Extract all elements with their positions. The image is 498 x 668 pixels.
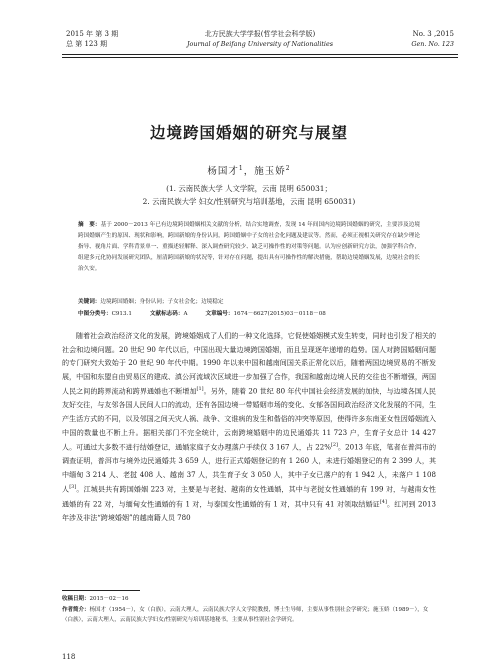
header-issue-info — [66, 30, 156, 49]
body-text-5: 。红河到 2013 年涉及非法“跨境婚姻”的越南籍人员 780 — [62, 499, 436, 523]
author-name-1: 杨国才 — [207, 166, 239, 177]
header-journal-en: Journal of Beifang University of Nationalities — [186, 39, 334, 48]
clc-value: C913.1 — [111, 311, 132, 317]
article-number-label: 文章编号： — [205, 311, 234, 317]
author-line — [0, 163, 498, 177]
header-total-issue: 总 第 123 期 — [66, 39, 108, 48]
author-bio-text: 杨国才（1954－），女（白族），云南大理人，云南民族大学人文学院教授，博士生导师，主要从事性别社会学研究；施玉娇（1989－），女（白族），云南大理人，云南民族大学妇女/性别研究与培训基地秘书，主要从事性别社会学研究。 — [62, 606, 429, 624]
citation-1: [1] — [196, 386, 204, 393]
author-sup-2: 2 — [285, 164, 291, 172]
classification-line — [78, 309, 420, 319]
footnotes — [62, 594, 436, 626]
author-separator: ， — [243, 166, 255, 177]
doc-value: A — [183, 311, 188, 317]
author-bio — [62, 605, 436, 626]
author-bio-label: 作者简介： — [62, 606, 90, 613]
doc-code — [150, 309, 188, 319]
footnote-rule — [62, 590, 140, 591]
article-number-value: 1674－6627(2015)03－0118－08 — [233, 311, 326, 317]
author-name-2: 施玉娇 — [254, 166, 286, 177]
body-paragraph — [62, 329, 436, 525]
received-value: 2015－02－16 — [89, 596, 129, 602]
header-gen-number: Gen. No. 123 — [411, 39, 454, 48]
clc-label: 中图分类号： — [78, 311, 112, 317]
header-journal-name — [160, 30, 360, 49]
body-text-4: 。江城县共有跨国婚姻 223 对，主要是与老挝、越南的女性通婚，其中与老挝女性通婚的有 199 对，与越南女性通婚的有 22 对，与缅甸女性通婚的有 1 对，与泰国女性通婚的有 1 对，其中只有 41 对领取结婚证 — [62, 484, 436, 509]
article-title: 边境跨国婚姻的研究与展望 — [149, 124, 348, 142]
header-number-info — [374, 30, 454, 49]
received-label: 收稿日期： — [62, 596, 90, 602]
citation-4: [4] — [379, 499, 387, 506]
clc-code — [78, 309, 132, 319]
header-rule — [62, 54, 458, 55]
header-number: No. 3 ,2015 — [412, 30, 454, 38]
body-text-1: 随着社会政治经济文化的发展，跨境婚姻成了人们的一种文化选择，它促使婚姻模式发生转变，同时也引发了相关的社会和边境问题。20 世纪 90 年代以后，中国出现大量边境跨国婚姻，而且呈现逐年递增的趋势。国人对跨国婚姻问题的专门研究大致始于 20 世纪 90 年代中期。1990 年以来中国和越南间国关系正常化以后，随着两国边境贸易的不断发展，中国和东盟自由贸易区的建成、滇公河流域次区域进一步加强了合作，我国和越南边境人民的交往也不断增强，两国人民之间的跨界流动和跨界通婚也不断增加 — [62, 331, 436, 396]
keywords — [78, 297, 420, 307]
affiliation-2: 2. 云南民族大学 妇女/性别研究与培训基地，云南 昆明 650031) — [142, 197, 356, 206]
doc-label: 文献标志码： — [149, 311, 184, 317]
citation-2: [2] — [330, 442, 339, 449]
body-text-2: 。另外，随着 20 世纪 80 年代中国社会经济发展的加快，与边境各国人民友好交往，与友邻各国人民间人口的流动，还有各国边境一带婚姻市场的变化、女郁各国间政治经济文化发展的不同，生产生活方式的不同，以及邻国之间天灾人祸、战争、文谁病的发生和偕俗的冲突等原因，使得许多东南亚女性因婚姻流入中国的数量也不断上升。据相关部门不完全统计，云南跨境婚姻中的边民通婚共 11 723 户，生育子女总计 14 427 人。可通过大多数不进行结婚登记，通婚家庭子女办理落户手续仅 3 167 人，占 22% — [62, 386, 436, 452]
abstract — [78, 220, 420, 275]
author-sup-1: 1 — [238, 164, 244, 172]
abstract-text: 基于 2000－2013 年已有边境跨国婚姻相关文献的分析，结合实地调查，发现 14 年间国内边境跨国婚姻的研究，主要涉及边境跨国婚姻产生的原因、现状和影响，跨国新娘的身份认同，跨国婚姻中子女的社会化问题及建议等。然而，必须正视相关研究存在缺少理论指导、视角片面、学科背景单一、重描述轻解释、深入调查研究较少、缺乏可操作性的对策等问题。认为应创新研究方法，加强学科合作，组建多元化协同发展研究团队，厘清跨国新娘的状况等，针对存在问题，提出具有可操作性的解决措施，帮助边境婚姻发展，边境社会的长治久安。 — [78, 222, 420, 272]
header-rule-thin — [62, 57, 458, 58]
header-issue: 2015 年 第 3 期 — [66, 30, 119, 38]
abstract-label: 摘 要： — [78, 222, 101, 228]
article-number — [206, 309, 326, 319]
keywords-text: 边境跨国婚姻；身份认同；子女社会化；边境稳定 — [100, 299, 224, 305]
page-number: 118 — [62, 653, 76, 661]
body-text-3: 。2013 年底，笔者在普洱市的调查证明，普洱市与境外边民通婚共 3 659 人，进行正式婚姻登记的有 1 260 人，未进行婚姻登记的有 2 399 人，其中缅甸 3 214 人、老挝 408 人、越南 37 人，共生育子女 3 050 人，其中子女已落户的有 1 942 人，未落户 1 108 人 — [62, 442, 436, 494]
citation-3: [3] — [69, 484, 77, 491]
affiliation-1: (1. 云南民族大学 人文学院，云南 昆明 650031； — [166, 184, 332, 193]
received-date — [62, 594, 436, 605]
keywords-label: 关键词： — [78, 299, 101, 305]
header-journal-cn: 北方民族大学学报(哲学社会科学版) — [204, 30, 316, 38]
